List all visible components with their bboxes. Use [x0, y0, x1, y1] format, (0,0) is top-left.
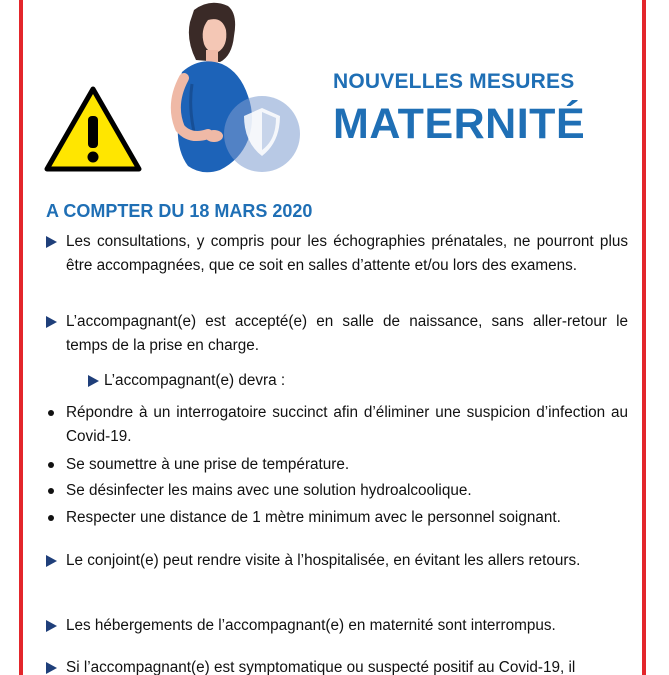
arrow-icon — [46, 316, 57, 328]
bullet-item — [46, 479, 628, 503]
bullet-item — [46, 506, 628, 530]
bullet-icon — [48, 462, 54, 468]
bullet-text: Répondre à un interrogatoire succinct afin d’éliminer une suspicion d’infection au Covid-19. — [66, 404, 628, 445]
bullet-icon — [48, 515, 54, 521]
date-heading: A COMPTER DU 18 MARS 2020 — [46, 201, 313, 221]
pregnant-woman-illustration — [156, 0, 304, 190]
list-item-text: Les consultations, y compris pour les échographies prénatales, ne pourront plus être accompagnées, que ce soit en salles d’attente et/ou lors des examens. — [66, 233, 628, 274]
warning-icon — [44, 86, 142, 172]
list-item-text: Le conjoint(e) peut rendre visite à l’hospitalisée, en évitant les allers retours. — [66, 552, 581, 569]
left-red-border — [19, 0, 23, 675]
list-item — [46, 656, 628, 675]
bullet-text: Respecter une distance de 1 mètre minimum avec le personnel soignant. — [66, 509, 561, 526]
arrow-icon — [88, 375, 99, 387]
bullet-text: Se désinfecter les mains avec une solution hydroalcoolique. — [66, 482, 472, 499]
list-item — [46, 614, 628, 638]
list-item — [46, 310, 628, 358]
bullet-item — [46, 401, 628, 449]
arrow-icon — [46, 555, 57, 567]
list-item-text: Si l’accompagnant(e) est symptomatique ou suspecté positif au Covid-19, il — [66, 659, 576, 675]
bullet-text: Se soumettre à une prise de température. — [66, 456, 350, 473]
list-item — [46, 549, 628, 573]
sub-heading — [88, 369, 285, 393]
right-red-border — [642, 0, 646, 675]
list-item-text: Les hébergements de l’accompagnant(e) en maternité sont interrompus. — [66, 617, 556, 634]
sub-heading-text: L’accompagnant(e) devra : — [104, 372, 286, 389]
bullet-item — [46, 453, 628, 477]
arrow-icon — [46, 662, 57, 674]
list-item-text: L’accompagnant(e) est accepté(e) en salle de naissance, sans aller-retour le temps de la prise en charge. — [66, 313, 628, 354]
bullet-icon — [48, 410, 54, 416]
page-title: MATERNITÉ — [333, 100, 586, 148]
arrow-icon — [46, 236, 57, 248]
list-item — [46, 230, 628, 278]
subtitle: NOUVELLES MESURES — [333, 70, 575, 93]
arrow-icon — [46, 620, 57, 632]
bullet-icon — [48, 488, 54, 494]
